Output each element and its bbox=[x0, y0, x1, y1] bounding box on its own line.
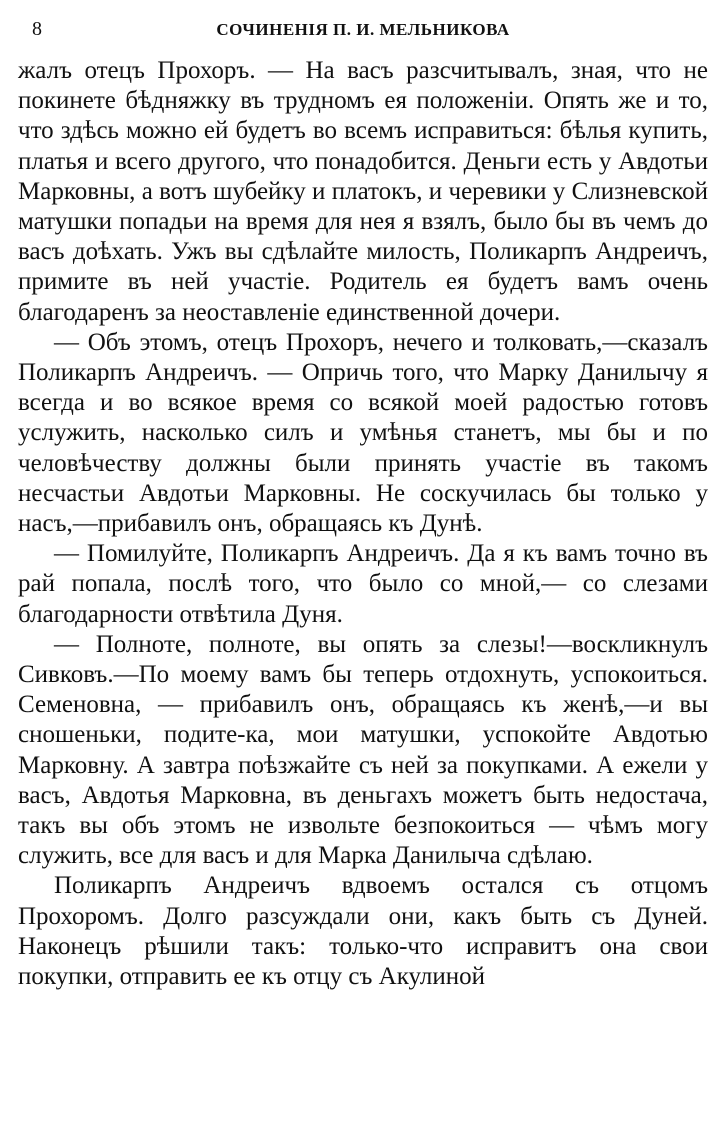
paragraph: Поликарпъ Андреичъ вдвоемъ остался съ отцомъ Прохоромъ. Долго разсуждали они, какъ быть съ Дуней. Наконецъ рѣшили такъ: только-что исправитъ она свои покупки, отправить ее къ отцу съ Акулиной bbox=[18, 872, 708, 991]
running-head bbox=[18, 14, 708, 52]
paragraph-continued: жалъ отецъ Прохоръ. — На васъ разсчитывалъ, зная, что не покинете бѣдняжку въ трудномъ ея положеніи. Опять же и то, что здѣсь можно ей будетъ во всемъ исправиться: бѣлья купить, платья и всего другого, что понадобится. Деньги есть у Авдотьи Марковны, а вотъ шубейку и платокъ, и черевики у Слизневской матушки попадьи на время для нея я взялъ, было бы въ чемъ до васъ доѣхать. Ужъ вы сдѣлайте милость, Поликарпъ Андреичъ, примите въ ней участіе. Родитель ея будетъ вамъ очень благодаренъ за неоставленіе единственной дочери. bbox=[18, 57, 708, 326]
paragraph: — Помилуйте, Поликарпъ Андреичъ. Да я къ вамъ точно въ рай попала, послѣ того, что было со мной,— со слезами благодарности отвѣтила Дуня. bbox=[18, 540, 708, 628]
paragraph: — Полноте, полноте, вы опять за слезы!—воскликнулъ Сивковъ.—По моему вамъ бы теперь отдохнуть, успокоиться. Семеновна, — прибавилъ онъ, обращаясь къ женѣ,—и вы сношеньки, подите-ка, мои матушки, успокойте Авдотью Марковну. А завтра поѣзжайте съ ней за покупками. А ежели у васъ, Авдотья Марковна, въ деньгахъ можетъ быть недостача, такъ вы объ этомъ не извольте безпокоиться — чѣмъ могу служить, все для васъ и для Марка Данилыча сдѣлаю. bbox=[18, 630, 708, 870]
page-number: 8 bbox=[32, 18, 42, 40]
header-title: СОЧИНЕНІЯ П. И. МЕЛЬНИКОВА bbox=[216, 20, 510, 39]
body-text bbox=[18, 56, 708, 992]
paragraph: — Объ этомъ, отецъ Прохоръ, нечего и толковать,—сказалъ Поликарпъ Андреичъ. — Опричь того, что Марку Данилычу я всегда и во всякое время со всякой моей радостью готовъ услужить, насколько силъ и умѣнья станетъ, мы бы и по человѣчеству должны были принять участіе въ такомъ несчастьи Авдотьи Марковны. Не соскучилась бы только у насъ,—прибавилъ онъ, обращаясь къ Дунѣ. bbox=[18, 328, 708, 538]
